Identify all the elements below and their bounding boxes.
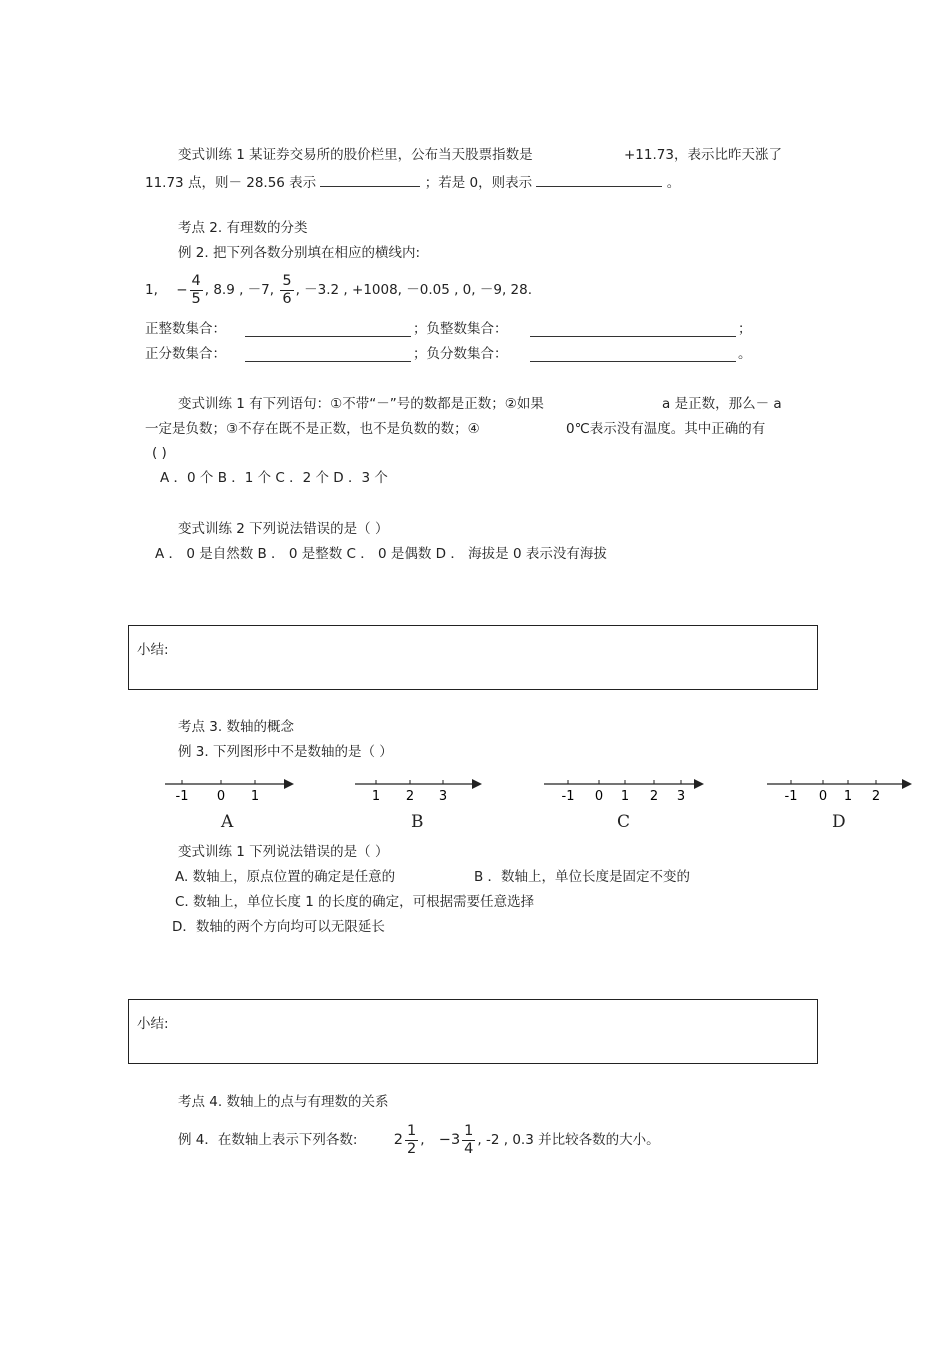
example4-prompt: 例 4．在数轴上表示下列各数: — [178, 1132, 358, 1148]
option-b: B ．数轴上，单位长度是固定不变的 — [474, 869, 691, 885]
axis-label-c: C — [617, 812, 631, 832]
example4-line — [178, 1120, 660, 1160]
frac-numerator: 5 — [282, 272, 292, 289]
tick-label: 2 — [405, 789, 415, 804]
section2-heading: 考点 2. 有理数的分类 — [178, 220, 308, 236]
fraction-one-quarter — [462, 1123, 475, 1158]
answer-paren[interactable]: ( ) — [152, 445, 167, 461]
number-axis-c — [540, 775, 710, 805]
tick-label: -1 — [175, 789, 189, 804]
negative-integer-label: ；负整数集合： — [413, 321, 508, 337]
positive-fraction-blank[interactable] — [245, 347, 411, 362]
tick-label: 0 — [216, 789, 226, 804]
variant1-statement-line2-cont: 0℃表示没有温度。其中正确的有 — [566, 421, 766, 437]
number-axis-a — [160, 775, 300, 805]
positive-integer-blank[interactable] — [245, 322, 411, 337]
negative-fraction-label: ；负分数集合： — [413, 346, 508, 362]
variant1-line2-mid: ；若是 0，则表示 — [424, 175, 533, 191]
period: 。 — [666, 175, 681, 191]
variant1-line2 — [145, 172, 680, 192]
answer-blank-1[interactable] — [320, 172, 420, 187]
frac1-sign: − — [176, 282, 188, 298]
variant1-statement-cont: a 是正数，那么－ a — [662, 396, 782, 412]
negative-integer-blank[interactable] — [530, 322, 736, 337]
section3-heading: 考点 3. 数轴的概念 — [178, 719, 294, 735]
variant2-options: A ． 0 是自然数 B ． 0 是整数 C ． 0 是偶数 D ． 海拔是 0 表示没有海拔 — [155, 546, 607, 562]
axis-label-d: D — [832, 812, 846, 832]
variant1-statement-line2: 一定是负数；③不存在既不是正数，也不是负数的数；④ — [145, 421, 480, 437]
numbers-pre: 1, — [145, 282, 158, 298]
fraction-neg-four-fifths — [190, 273, 203, 308]
tick-label: 0 — [818, 789, 828, 804]
variant3-question: 变式训练 1 下列说法错误的是（ ） — [178, 844, 389, 860]
tick-label: -1 — [784, 789, 798, 804]
frac-denominator: 4 — [464, 1140, 474, 1157]
fraction-one-half — [405, 1123, 418, 1158]
semicolon: ； — [738, 321, 752, 337]
summary-box-1[interactable] — [128, 625, 818, 690]
negative-fraction-blank[interactable] — [530, 347, 736, 362]
number-axis-b — [350, 775, 490, 805]
tick-label: 1 — [620, 789, 630, 804]
number-axis-d — [765, 775, 915, 805]
option-a: A. 数轴上，原点位置的确定是任意的 — [175, 869, 396, 885]
variant1-options: A ．0 个 B ．1 个 C ．2 个 D ．3 个 — [160, 470, 388, 486]
mixed1-whole: 2 — [393, 1132, 403, 1148]
answer-blank-2[interactable] — [536, 172, 662, 187]
variant1-text: 变式训练 1 某证券交易所的股价栏里，公布当天股票指数是 — [178, 147, 533, 163]
positive-fraction-label: 正分数集合： — [145, 346, 226, 362]
tick-label: 3 — [676, 789, 686, 804]
example4-tail: , -2 , 0.3 并比较各数的大小。 — [477, 1132, 660, 1148]
tick-label: 0 — [594, 789, 604, 804]
variant1-value: +11.73，表示比昨天涨了 — [624, 147, 782, 163]
section4-heading: 考点 4. 数轴上的点与有理数的关系 — [178, 1094, 389, 1110]
example2-prompt: 例 2. 把下列各数分别填在相应的横线内: — [178, 245, 421, 261]
variant1-line2-text: 11.73 点，则－ 28.56 表示 — [145, 175, 317, 191]
summary-box-2[interactable] — [128, 999, 818, 1064]
tick-label: -1 — [561, 789, 575, 804]
axis-label-b: B — [411, 812, 424, 832]
fraction-five-sixths — [280, 273, 293, 308]
tick-label: 3 — [438, 789, 448, 804]
axis-label-a: A — [221, 812, 234, 832]
frac-denominator: 5 — [191, 290, 201, 307]
tick-label: 2 — [649, 789, 659, 804]
tick-label: 1 — [250, 789, 260, 804]
tick-label: 1 — [843, 789, 853, 804]
tick-label: 1 — [371, 789, 381, 804]
option-d: D．数轴的两个方向均可以无限延长 — [172, 919, 385, 935]
example3-prompt: 例 3. 下列图形中不是数轴的是（ ） — [178, 744, 393, 760]
frac-denominator: 2 — [406, 1140, 417, 1157]
separator: , — [420, 1132, 425, 1148]
summary-label: 小结: — [137, 642, 169, 658]
variant1-statement-line1: 变式训练 1 有下列语句：①不带“－”号的数都是正数；②如果 — [178, 396, 544, 412]
summary-label: 小结: — [137, 1016, 169, 1032]
numbers-post: , －3.2 , +1008, －0.05 , 0, －9, 28. — [295, 282, 532, 298]
frac-numerator: 1 — [464, 1122, 474, 1139]
tick-label: 2 — [871, 789, 881, 804]
frac-numerator: 1 — [406, 1122, 417, 1139]
numbers-mid: , 8.9 , －7, — [204, 282, 275, 298]
frac-numerator: 4 — [191, 272, 201, 289]
frac-denominator: 6 — [282, 290, 292, 307]
period: 。 — [738, 346, 752, 362]
positive-integer-label: 正整数集合： — [145, 321, 226, 337]
mixed2-whole: −3 — [438, 1132, 461, 1148]
option-c: C. 数轴上，单位长度 1 的长度的确定，可根据需要任意选择 — [175, 894, 535, 910]
variant1-line1 — [178, 146, 533, 164]
number-list — [145, 270, 532, 310]
variant2-question: 变式训练 2 下列说法错误的是（ ） — [178, 521, 389, 537]
